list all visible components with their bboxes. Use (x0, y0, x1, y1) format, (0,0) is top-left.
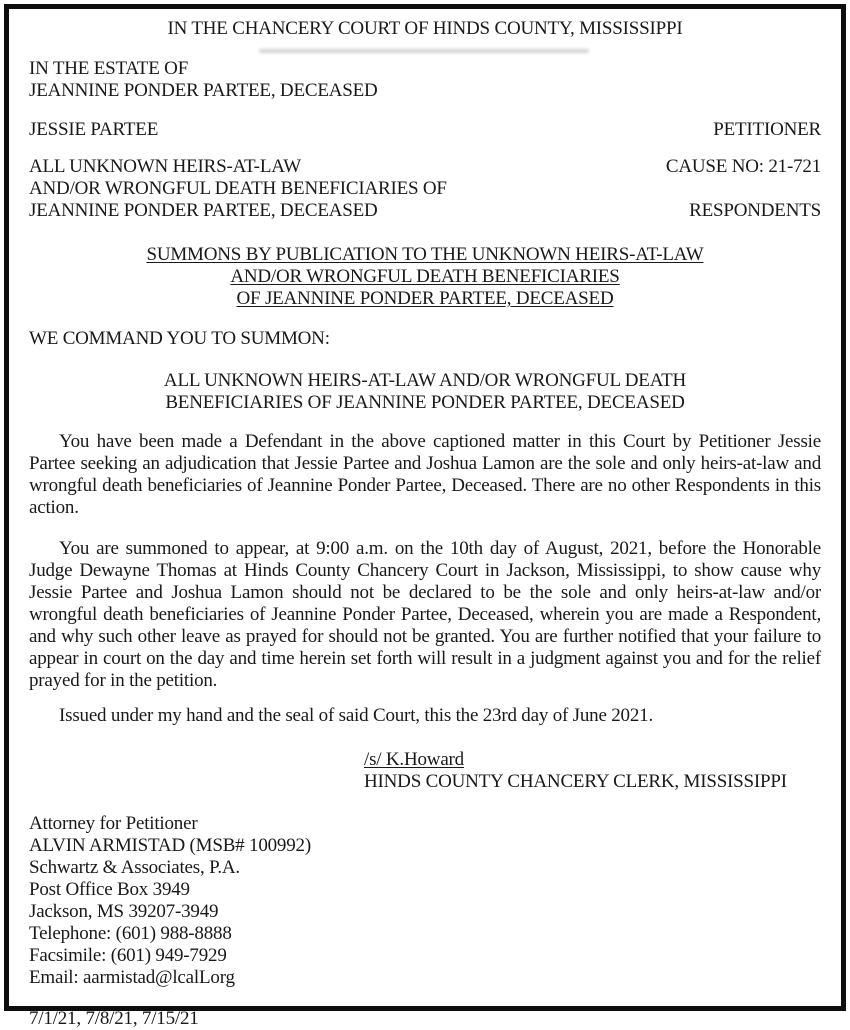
issued-line: Issued under my hand and the seal of said Court, this the 23rd day of June 2021. (59, 705, 653, 726)
summon-target-line: BENEFICIARIES OF JEANNINE PONDER PARTEE, DECEASED (165, 392, 685, 413)
body-paragraph-2: You are summoned to appear, at 9:00 a.m. on the 10th day of August, 2021, before the Honorable Judge Dewayne Thomas at Hinds County Chancery Court in Jackson, Mississippi, to show cause why Jessie Partee and Joshua Lamon should not be declared to be the sole and only heirs-at-law and/or wrongful death beneficiaries of Jeannine Ponder Partee, Deceased, wherein you are made a Respondent, and why such other leave as prayed for should not be granted. You are further notified that your failure to appear in court on the day and time herein set forth will result in a judgment against you and for the relief prayed for in the petition. (29, 538, 821, 691)
attorney-email-line: Email: aarmistad@lcalLorg (29, 967, 235, 988)
respondent-name-line: ALL UNKNOWN HEIRS-AT-LAW (29, 156, 301, 177)
caption-right-column (666, 156, 821, 222)
attorney-role-line: Attorney for Petitioner (29, 813, 198, 834)
attorney-address-line: Post Office Box 3949 (29, 879, 190, 900)
summons-heading (29, 244, 821, 310)
attorney-name-line: ALVIN ARMISTAD (MSB# 100992) (29, 835, 311, 856)
estate-line: JEANNINE PONDER PARTEE, DECEASED (29, 80, 378, 101)
estate-line: IN THE ESTATE OF (29, 58, 189, 79)
respondent-name-line: AND/OR WRONGFUL DEATH BENEFICIARIES OF (29, 178, 447, 199)
spacer (666, 178, 821, 200)
document-border (4, 4, 846, 1029)
attorney-city-line: Jackson, MS 39207-3949 (29, 901, 219, 922)
cause-number: CAUSE NO: 21-721 (665, 156, 821, 177)
court-header: IN THE CHANCERY COURT OF HINDS COUNTY, MISSISSIPPI (167, 18, 683, 39)
signature-name: /s/ K.Howard (364, 749, 464, 770)
summons-heading-line: AND/OR WRONGFUL DEATH BENEFICIARIES (230, 266, 620, 287)
scan-artifact-line (259, 49, 589, 53)
petitioner-name: JESSIE PARTEE (29, 119, 159, 140)
command-line: WE COMMAND YOU TO SUMMON: (29, 328, 330, 349)
summons-heading-line: SUMMONS BY PUBLICATION TO THE UNKNOWN HEIRS-AT-LAW (146, 244, 704, 265)
respondent-caption-row (29, 156, 821, 222)
respondents-label: RESPONDENTS (689, 200, 821, 221)
respondent-names (29, 156, 447, 222)
attorney-telephone-line: Telephone: (601) 988-8888 (29, 923, 232, 944)
petitioner-row (29, 119, 821, 141)
clerk-title: HINDS COUNTY CHANCERY CLERK, MISSISSIPPI (364, 771, 787, 792)
attorney-block (29, 813, 821, 989)
publication-dates: 7/1/21, 7/8/21, 7/15/21 (29, 1008, 199, 1029)
summon-target-block (29, 370, 821, 414)
estate-block (29, 58, 821, 102)
summons-heading-line: OF JEANNINE PONDER PARTEE, DECEASED (236, 288, 614, 309)
body-paragraph-1: You have been made a Defendant in the above captioned matter in this Court by Petitioner Jessie Partee seeking an adjudication that Jessie Partee and Joshua Lamon are the sole and only heirs-at-law and wrongful death beneficiaries of Jeannine Ponder Partee, Deceased. There are no other Respondents in this action. (29, 431, 821, 518)
summon-target-line: ALL UNKNOWN HEIRS-AT-LAW AND/OR WRONGFUL DEATH (163, 370, 687, 391)
petitioner-label: PETITIONER (713, 119, 821, 140)
attorney-firm-line: Schwartz & Associates, P.A. (29, 857, 240, 878)
respondent-name-line: JEANNINE PONDER PARTEE, DECEASED (29, 200, 378, 221)
signature-block (364, 749, 821, 793)
attorney-facsimile-line: Facsimile: (601) 949-7929 (29, 945, 227, 966)
